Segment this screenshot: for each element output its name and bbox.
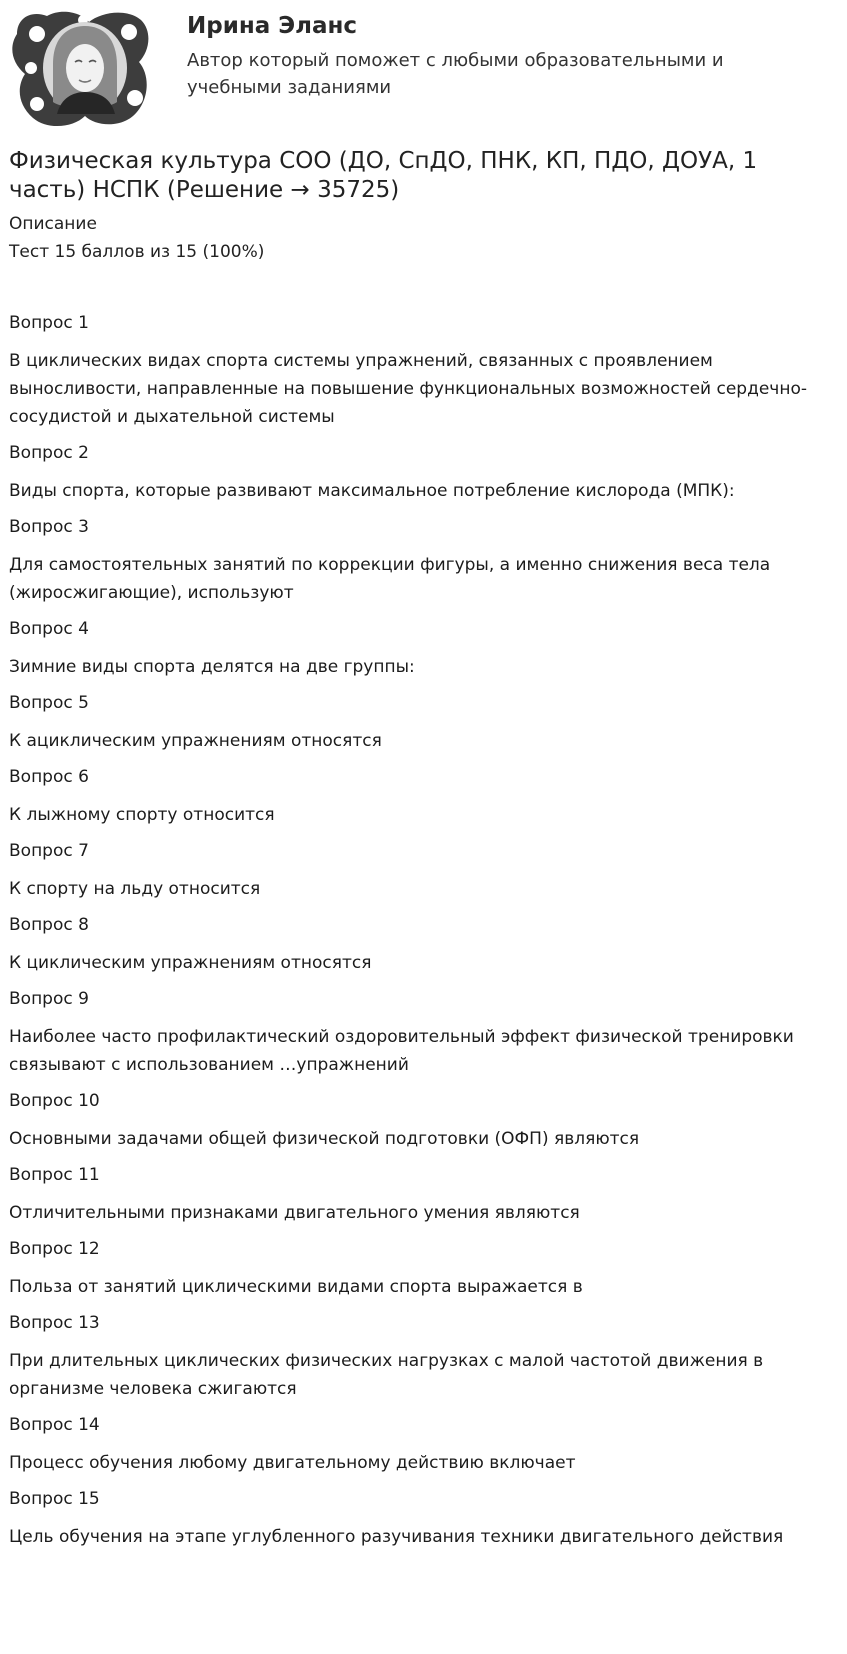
description-label: Описание (9, 214, 97, 234)
question-label: Вопрос 7 (9, 841, 89, 861)
question-label: Вопрос 12 (9, 1239, 100, 1259)
question-label: Вопрос 3 (9, 517, 89, 537)
question-text: При длительных циклических физических нагрузках с малой частотой движения в организме человека сжигаются (9, 1351, 764, 1399)
question-text: Процесс обучения любому двигательному действию включает (9, 1453, 576, 1473)
question-label: Вопрос 1 (9, 313, 89, 333)
question-item (9, 1411, 838, 1477)
question-list (9, 309, 838, 1551)
question-label: Вопрос 11 (9, 1165, 100, 1185)
question-item (9, 1309, 838, 1403)
question-label: Вопрос 9 (9, 989, 89, 1009)
question-item (9, 985, 838, 1079)
avatar[interactable] (9, 6, 155, 130)
question-item (9, 1235, 838, 1301)
question-text: Цель обучения на этапе углубленного разучивания техники двигательного действия (9, 1527, 784, 1547)
document-title: Физическая культура СОО (ДО, СпДО, ПНК, КП, ПДО, ДОУА, 1 часть) НСПК (Решение → 35725) (9, 148, 758, 203)
question-item (9, 1485, 838, 1551)
question-label: Вопрос 13 (9, 1313, 100, 1333)
question-text: Виды спорта, которые развивают максимальное потребление кислорода (МПК): (9, 481, 735, 501)
question-text: Отличительными признаками двигательного умения являются (9, 1203, 580, 1223)
question-text: К лыжному спорту относится (9, 805, 275, 825)
question-label: Вопрос 6 (9, 767, 89, 787)
question-text: К спорту на льду относится (9, 879, 261, 899)
question-item (9, 439, 838, 505)
question-label: Вопрос 5 (9, 693, 89, 713)
author-description: Автор который поможет с любыми образовательными и учебными заданиями (187, 50, 724, 98)
author-name[interactable]: Ирина Эланс (187, 13, 358, 39)
question-text: Наиболее часто профилактический оздоровительный эффект физической тренировки связывают с использованием …упражнений (9, 1027, 794, 1075)
question-label: Вопрос 10 (9, 1091, 100, 1111)
question-item (9, 763, 838, 829)
question-text: Зимние виды спорта делятся на две группы: (9, 657, 415, 677)
question-item (9, 513, 838, 607)
score-line: Тест 15 баллов из 15 (100%) (9, 242, 265, 262)
question-label: Вопрос 4 (9, 619, 89, 639)
question-item (9, 1087, 838, 1153)
question-label: Вопрос 14 (9, 1415, 100, 1435)
question-label: Вопрос 8 (9, 915, 89, 935)
question-text: К циклическим упражнениям относятся (9, 953, 372, 973)
question-item (9, 309, 838, 431)
avatar-film-reel-frame (9, 6, 155, 130)
question-item (9, 837, 838, 903)
question-text: К ациклическим упражнениям относятся (9, 731, 382, 751)
question-item (9, 911, 838, 977)
author-header (9, 0, 838, 133)
question-text: Для самостоятельных занятий по коррекции фигуры, а именно снижения веса тела (жиросжигающие), используют (9, 555, 771, 603)
question-label: Вопрос 2 (9, 443, 89, 463)
question-text: Основными задачами общей физической подготовки (ОФП) являются (9, 1129, 640, 1149)
question-text: Польза от занятий циклическими видами спорта выражается в (9, 1277, 583, 1297)
question-text: В циклических видах спорта системы упражнений, связанных с проявлением выносливости, направленные на повышение функциональных возможностей сердечно-сосудистой и дыхательной системы (9, 351, 807, 427)
author-info (187, 11, 787, 101)
question-item (9, 615, 838, 681)
question-item (9, 1161, 838, 1227)
question-label: Вопрос 15 (9, 1489, 100, 1509)
question-item (9, 689, 838, 755)
